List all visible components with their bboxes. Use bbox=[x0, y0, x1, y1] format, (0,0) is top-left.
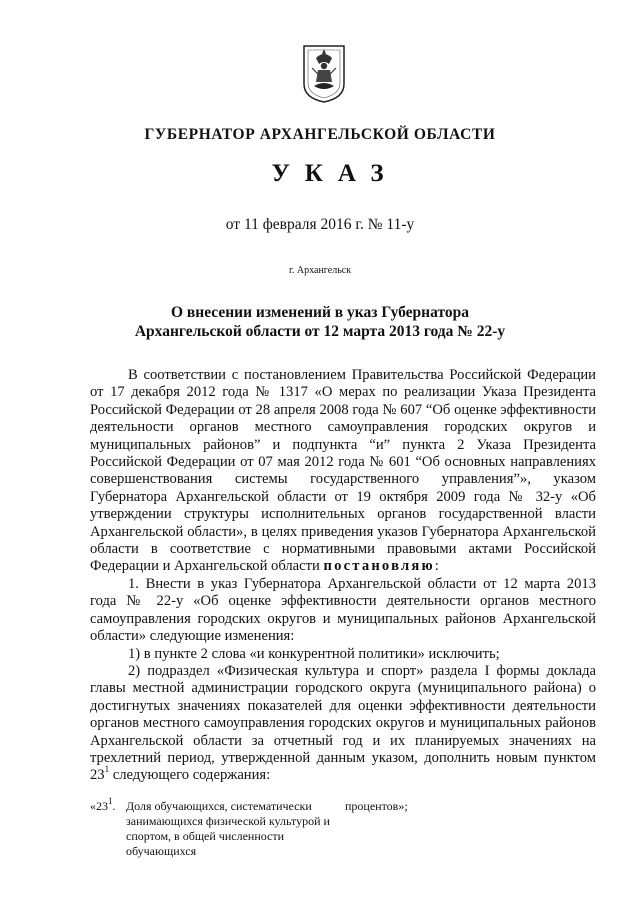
preamble-paragraph: В соответствии с постановлением Правительства Российской Федерации от 17 декабря 2012 года № 1317 «О мерах по реализации Указа Президента Российской Федерации от 28 апреля 2008 года № 607 “Об оценке эффективности деятельности органов местного самоуправления городских округов и муниципальных районов” и подпункта “и” пункта 2 Указа Президента Российской Федерации от 07 мая 2012 года № 601 “Об основных направлениях совершенствования системы государственного управления”», указом Губернатора Архангельской области от 19 октября 2009 года № 32-у «Об утверждении структуры исполнительных органов государственной власти Архангельской области», в целях приведения указов Губернатора Архангельской области в соответствие с нормативными правовыми актами Российской Федерации и Архангельской области постановляю: bbox=[90, 367, 596, 575]
indicator-unit: процентов»; bbox=[345, 799, 408, 813]
indicator-description: Доля обучающихся, систематически занимающихся физической культурой и спортом, в общей численности обучающихся bbox=[126, 799, 330, 858]
decree-title-line2: Архангельской области от 12 марта 2013 года № 22-у bbox=[134, 323, 506, 340]
indicator-number: «$23^1$. bbox=[90, 796, 116, 813]
decree-title-line1: О внесении изменений в указ Губернатора bbox=[171, 304, 469, 321]
date-line: от 11 февраля 2016 г. № 11-у bbox=[225, 216, 415, 233]
item-1-paragraph: 1. Внести в указ Губернатора Архангельской области от 12 марта 2013 года № 22-у «Об оценке эффективности деятельности органов местного самоуправления городских округов и муниципальных районов Архангельской области» следующие изменения: bbox=[90, 575, 596, 645]
subitem-1-paragraph: 1) в пункте 2 слова «и конкурентной политики» исключить; bbox=[128, 645, 500, 662]
city-label: г. Архангельск bbox=[288, 265, 352, 276]
subitem-2-paragraph: 2) подраздел «Физическая культура и спорт» раздела I формы доклада главы местной администрации городского округа (муниципального района) о достигнутых значениях показателей для оценки эффективности деятельности органов местного самоуправления городских округов и муниципальных районов Архангельской области за отчетный год и их планируемых значениях на трехлетний период, утвержденной данным указом, дополнить новым пунктом $23^1$ следующего содержания: bbox=[90, 662, 596, 784]
decree-body bbox=[90, 367, 596, 785]
resolve-word: постановляю bbox=[323, 558, 435, 575]
document-type: УКАЗ bbox=[271, 160, 399, 187]
decree-title bbox=[0, 303, 640, 341]
authority-heading: ГУБЕРНАТОР АРХАНГЕЛЬСКОЙ ОБЛАСТИ bbox=[144, 126, 496, 143]
coat-of-arms-icon bbox=[302, 44, 346, 104]
